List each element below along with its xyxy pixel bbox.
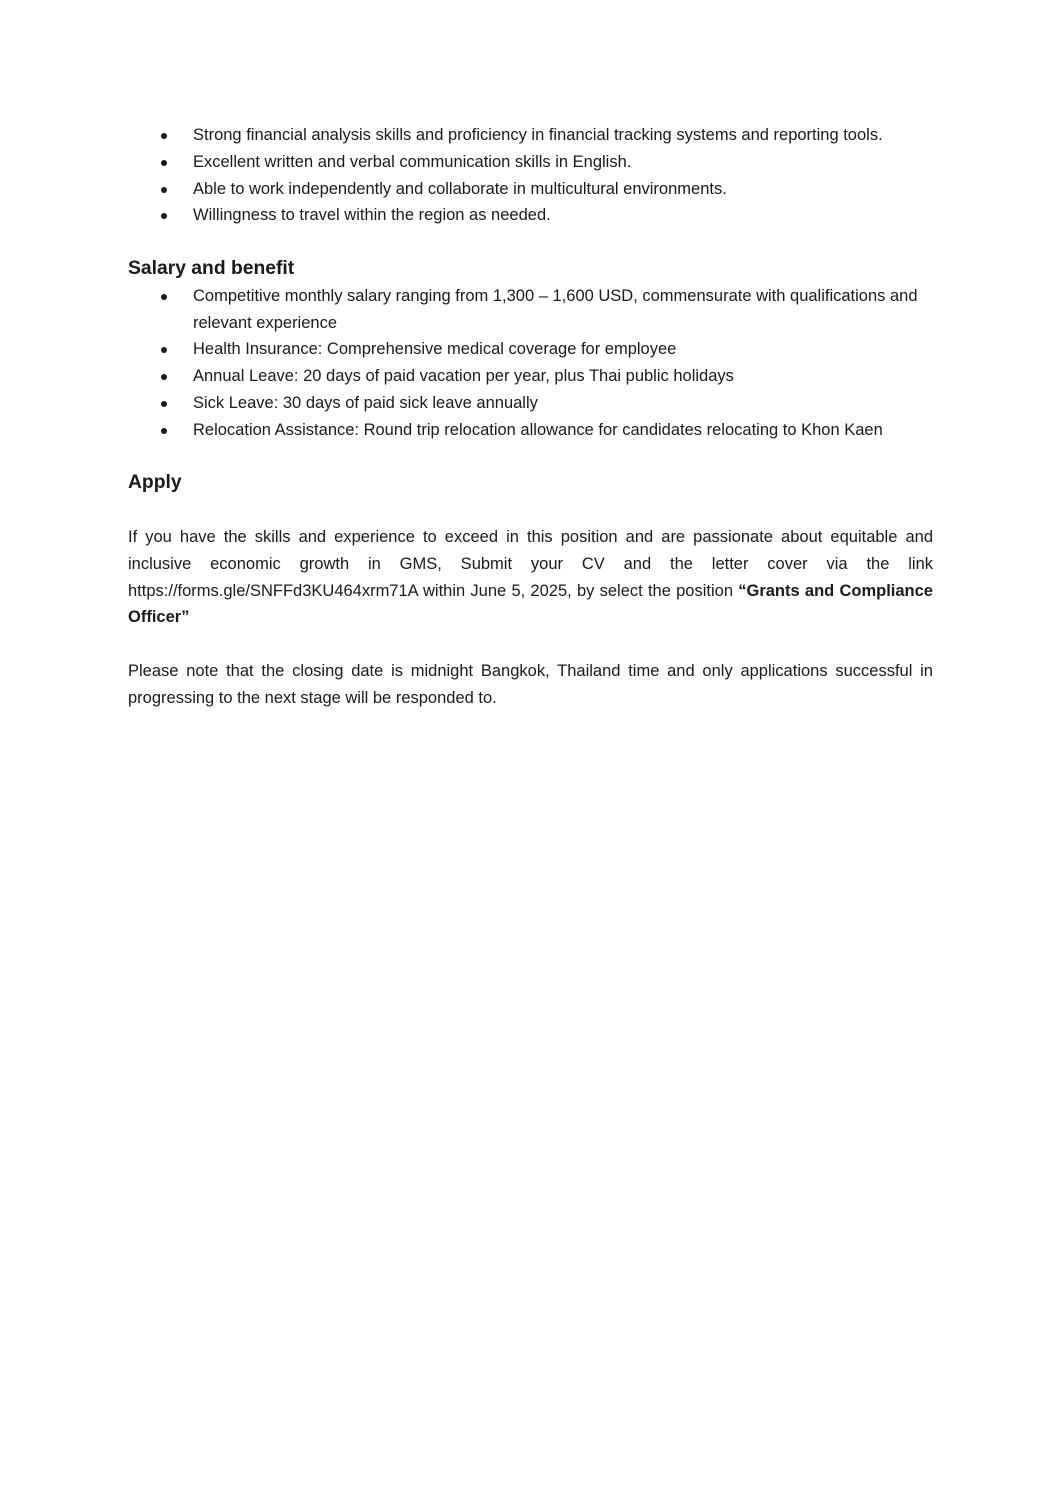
bullet-icon — [161, 133, 167, 139]
bullet-icon — [161, 347, 167, 353]
spacer — [128, 631, 933, 658]
bullet-icon — [161, 187, 167, 193]
apply-heading: Apply — [128, 472, 182, 494]
bullet-icon — [161, 294, 167, 300]
bullet-icon — [161, 374, 167, 380]
position-title: “Grants and Compliance Officer” — [128, 581, 933, 627]
list-item — [128, 149, 933, 176]
list-item-text: Relocation Assistance: Round trip relocation allowance for candidates relocating to Khon Kaen — [193, 420, 883, 439]
spacer — [128, 444, 933, 471]
list-item-text: Able to work independently and collaborate in multicultural environments. — [193, 179, 727, 198]
spacer — [128, 229, 933, 256]
salary-heading: Salary and benefit — [128, 257, 295, 279]
spacer — [128, 497, 933, 524]
apply-paragraph — [128, 524, 933, 631]
list-item-text: Annual Leave: 20 days of paid vacation per year, plus Thai public holidays — [193, 367, 734, 386]
bullet-icon — [161, 401, 167, 407]
bullet-icon — [161, 213, 167, 219]
list-item-text: Competitive monthly salary ranging from 1,300 – 1,600 USD, commensurate with qualifications and relevant experience — [193, 286, 918, 332]
list-item — [128, 202, 933, 229]
list-item — [128, 176, 933, 203]
bullet-icon — [161, 160, 167, 166]
list-item-text: Sick Leave: 30 days of paid sick leave annually — [193, 393, 538, 412]
list-item — [128, 363, 933, 390]
bullet-icon — [161, 428, 167, 434]
list-item-text: Excellent written and verbal communication skills in English. — [193, 152, 632, 171]
page-content — [128, 122, 933, 712]
list-item — [128, 417, 933, 444]
list-item — [128, 390, 933, 417]
apply-paragraph-text: If you have the skills and experience to exceed in this position and are passionate about equitable and inclusive economic growth in GMS, Submit your CV and the letter cover via the link https://forms.gle/SNFFd3KU464xrm71A within June 5, 2025, by select the position — [128, 527, 933, 600]
salary-list — [128, 283, 933, 444]
requirements-list — [128, 122, 933, 229]
list-item — [128, 336, 933, 363]
list-item — [128, 283, 933, 337]
list-item — [128, 122, 933, 149]
list-item-text: Health Insurance: Comprehensive medical coverage for employee — [193, 340, 677, 359]
list-item-text: Strong financial analysis skills and proficiency in financial tracking systems and reporting tools. — [193, 126, 883, 144]
closing-note-paragraph: Please note that the closing date is midnight Bangkok, Thailand time and only applications successful in progressing to the next stage will be responded to. — [128, 661, 933, 707]
list-item-text: Willingness to travel within the region as needed. — [193, 206, 551, 225]
